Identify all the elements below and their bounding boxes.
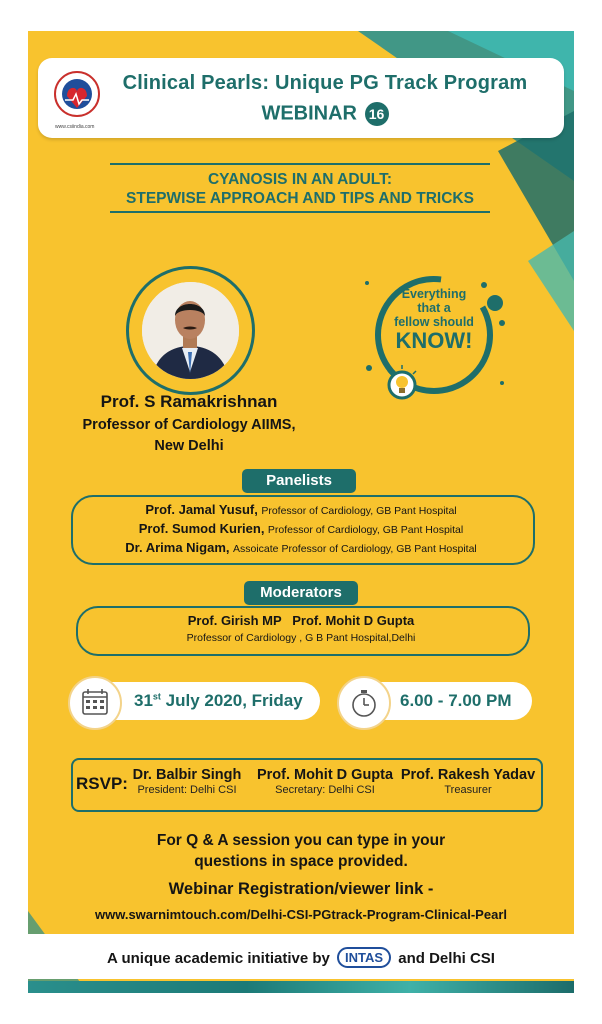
date-suffix: st: [152, 691, 161, 702]
know-badge: [364, 273, 514, 403]
webinar-title: [110, 102, 540, 126]
logo-url: www.csiindia.com: [55, 124, 95, 130]
panelist-role: Professor of Cardiology, GB Pant Hospital: [261, 505, 457, 517]
topic-title: [110, 163, 490, 213]
bottom-strip: [28, 981, 574, 993]
footer-after: and Delhi CSI: [398, 950, 495, 967]
panelist-row: [28, 521, 574, 536]
footer: [28, 934, 574, 979]
rsvp-person-role: President: Delhi CSI: [137, 784, 237, 796]
panelist-name: Dr. Arima Nigam,: [125, 540, 230, 555]
date-rest: July 2020, Friday: [160, 691, 303, 710]
panelist-role: Assoicate Professor of Cardiology, GB Pant Hospital: [233, 543, 477, 555]
speaker-name: Prof. S Ramakrishnan: [100, 392, 278, 411]
rsvp-person-name: Prof. Mohit D Gupta: [256, 767, 394, 783]
webinar-poster: [28, 31, 574, 993]
speaker-role-line-1: Professor of Cardiology AIIMS,: [82, 417, 296, 433]
panelist-row: [28, 502, 574, 517]
speaker-photo: [142, 282, 239, 379]
topic-line-1: CYANOSIS IN AN ADULT:: [207, 171, 392, 188]
webinar-number-badge: 16: [365, 102, 389, 126]
speaker-role: [28, 415, 350, 457]
badge-line-4: KNOW!: [395, 328, 473, 353]
calendar-icon: [68, 676, 122, 730]
rsvp-person-name: Dr. Balbir Singh: [132, 767, 242, 783]
event-time: 6.00 - 7.00 PM: [400, 691, 512, 710]
badge-line-2: that a: [417, 301, 451, 315]
registration-label: Webinar Registration/viewer link -: [168, 880, 434, 898]
program-title: Clinical Pearls: Unique PG Track Program: [122, 72, 528, 94]
footer-text: [28, 947, 574, 968]
badge-line-1: Everything: [401, 287, 467, 301]
rsvp-label: RSVP:: [76, 774, 128, 793]
rsvp-person: [398, 767, 538, 796]
moderator-names: Prof. Girish MP Prof. Mohit D Gupta: [187, 613, 415, 628]
panelist-role: Professor of Cardiology, GB Pant Hospital: [267, 524, 464, 536]
panelist-row: [28, 540, 574, 555]
moderator-role: Professor of Cardiology , G B Pant Hospital,Delhi: [186, 632, 416, 644]
badge-line-3: fellow should: [394, 315, 474, 329]
rsvp-person: [252, 767, 398, 796]
panelist-name: Prof. Jamal Yusuf,: [145, 502, 258, 517]
event-date: [134, 691, 303, 711]
rsvp-person-name: Prof. Rakesh Yadav: [400, 767, 536, 783]
speaker-role-line-2: New Delhi: [154, 438, 224, 454]
moderators-label: Moderators: [244, 581, 358, 605]
date-day: 31: [134, 691, 153, 710]
rsvp-person-role: Secretary: Delhi CSI: [275, 784, 375, 796]
webinar-label: WEBINAR: [261, 102, 357, 125]
registration-link[interactable]: www.swarnimtouch.com/Delhi-CSI-PGtrack-Program-Clinical-Pearl: [94, 907, 507, 922]
csi-logo: [53, 70, 101, 122]
rsvp-person-role: Treasurer: [444, 784, 492, 796]
intas-logo: INTAS: [337, 947, 391, 968]
topic-line-2: STEPWISE APPROACH AND TIPS AND TRICKS: [126, 190, 474, 207]
rsvp-person: [127, 767, 247, 796]
header-card: [38, 58, 564, 138]
footer-before: A unique academic initiative by: [107, 950, 330, 967]
qa-line-1: For Q & A session you can type in your: [156, 832, 446, 849]
panelist-name: Prof. Sumod Kurien,: [138, 521, 265, 536]
stopwatch-icon: [337, 676, 391, 730]
qa-note: [28, 830, 574, 872]
qa-line-2: questions in space provided.: [194, 853, 408, 870]
panelists-label: Panelists: [242, 469, 356, 493]
